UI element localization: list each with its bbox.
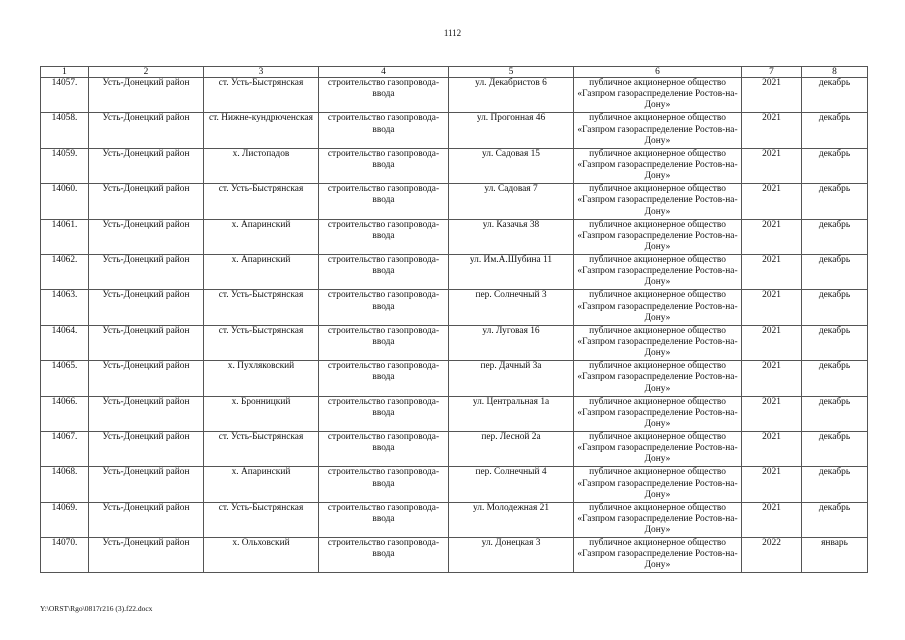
year-cell: 2021 [742,78,802,113]
year-cell: 2021 [742,219,802,254]
address-cell: пер. Солнечный 4 [449,467,574,502]
address-cell: ул. Молодежная 21 [449,502,574,537]
district-cell: Усть-Донецкий район [89,254,204,289]
row-number-cell: 14067. [41,431,89,466]
month-cell: декабрь [802,325,868,360]
table-row [41,113,868,148]
work-type-cell: строительство газопровода-ввода [319,290,449,325]
month-cell: декабрь [802,78,868,113]
organization-cell: публичное акционерное общество «Газпром газораспределение Ростов-на-Дону» [574,290,742,325]
month-cell: декабрь [802,184,868,219]
organization-cell: публичное акционерное общество «Газпром газораспределение Ростов-на-Дону» [574,254,742,289]
column-header: 1 [41,67,89,78]
work-type-cell: строительство газопровода-ввода [319,78,449,113]
settlement-cell: х. Апаринский [204,219,319,254]
settlement-cell: х. Бронницкий [204,396,319,431]
settlement-cell: х. Пухляковский [204,361,319,396]
column-header: 5 [449,67,574,78]
month-cell: декабрь [802,502,868,537]
month-cell: декабрь [802,396,868,431]
month-cell: декабрь [802,467,868,502]
year-cell: 2021 [742,467,802,502]
table-row [41,254,868,289]
address-cell: ул. Донецкая 3 [449,538,574,573]
month-cell: декабрь [802,361,868,396]
district-cell: Усть-Донецкий район [89,219,204,254]
address-cell: пер. Солнечный 3 [449,290,574,325]
row-number-cell: 14069. [41,502,89,537]
settlement-cell: ст. Усть-Быстрянская [204,325,319,360]
address-cell: ул. Казачья 38 [449,219,574,254]
month-cell: декабрь [802,113,868,148]
month-cell: декабрь [802,290,868,325]
organization-cell: публичное акционерное общество «Газпром газораспределение Ростов-на-Дону» [574,325,742,360]
work-type-cell: строительство газопровода-ввода [319,325,449,360]
table-row [41,467,868,502]
organization-cell: публичное акционерное общество «Газпром газораспределение Ростов-на-Дону» [574,148,742,183]
work-type-cell: строительство газопровода-ввода [319,219,449,254]
work-type-cell: строительство газопровода-ввода [319,396,449,431]
settlement-cell: ст. Нижне-кундрюченская [204,113,319,148]
row-number-cell: 14065. [41,361,89,396]
work-type-cell: строительство газопровода-ввода [319,431,449,466]
table-row [41,219,868,254]
organization-cell: публичное акционерное общество «Газпром газораспределение Ростов-на-Дону» [574,538,742,573]
address-cell: пер. Лесной 2а [449,431,574,466]
organization-cell: публичное акционерное общество «Газпром газораспределение Ростов-на-Дону» [574,219,742,254]
year-cell: 2021 [742,290,802,325]
settlement-cell: х. Апаринский [204,254,319,289]
table-row [41,184,868,219]
address-cell: ул. Садовая 15 [449,148,574,183]
year-cell: 2021 [742,254,802,289]
column-header: 6 [574,67,742,78]
year-cell: 2021 [742,502,802,537]
table-row [41,431,868,466]
month-cell: январь [802,538,868,573]
file-path-footer: Y:\ORST\Rgo\0817r216 (3).f22.docx [40,604,153,613]
row-number-cell: 14059. [41,148,89,183]
month-cell: декабрь [802,219,868,254]
work-type-cell: строительство газопровода-ввода [319,148,449,183]
address-cell: ул. Им.А.Шубина 11 [449,254,574,289]
work-type-cell: строительство газопровода-ввода [319,467,449,502]
district-cell: Усть-Донецкий район [89,538,204,573]
work-type-cell: строительство газопровода-ввода [319,254,449,289]
table-row [41,148,868,183]
year-cell: 2021 [742,113,802,148]
row-number-cell: 14064. [41,325,89,360]
row-number-cell: 14062. [41,254,89,289]
district-cell: Усть-Донецкий район [89,113,204,148]
settlement-cell: х. Листопадов [204,148,319,183]
settlement-cell: х. Ольховский [204,538,319,573]
organization-cell: публичное акционерное общество «Газпром газораспределение Ростов-на-Дону» [574,361,742,396]
address-cell: ул. Декабристов 6 [449,78,574,113]
district-cell: Усть-Донецкий район [89,431,204,466]
organization-cell: публичное акционерное общество «Газпром газораспределение Ростов-на-Дону» [574,78,742,113]
organization-cell: публичное акционерное общество «Газпром газораспределение Ростов-на-Дону» [574,184,742,219]
settlement-cell: ст. Усть-Быстрянская [204,184,319,219]
district-cell: Усть-Донецкий район [89,502,204,537]
table-row [41,78,868,113]
table-row [41,538,868,573]
row-number-cell: 14061. [41,219,89,254]
settlement-cell: ст. Усть-Быстрянская [204,502,319,537]
table-row [41,396,868,431]
work-type-cell: строительство газопровода-ввода [319,538,449,573]
work-type-cell: строительство газопровода-ввода [319,361,449,396]
table-row [41,502,868,537]
organization-cell: публичное акционерное общество «Газпром газораспределение Ростов-на-Дону» [574,431,742,466]
year-cell: 2022 [742,538,802,573]
work-type-cell: строительство газопровода-ввода [319,184,449,219]
district-cell: Усть-Донецкий район [89,184,204,219]
month-cell: декабрь [802,431,868,466]
settlement-cell: ст. Усть-Быстрянская [204,78,319,113]
row-number-cell: 14057. [41,78,89,113]
work-type-cell: строительство газопровода-ввода [319,113,449,148]
address-cell: ул. Луговая 16 [449,325,574,360]
row-number-cell: 14060. [41,184,89,219]
month-cell: декабрь [802,148,868,183]
year-cell: 2021 [742,184,802,219]
district-cell: Усть-Донецкий район [89,396,204,431]
year-cell: 2021 [742,148,802,183]
settlement-cell: х. Апаринский [204,467,319,502]
organization-cell: публичное акционерное общество «Газпром газораспределение Ростов-на-Дону» [574,502,742,537]
header-row [41,67,868,78]
organization-cell: публичное акционерное общество «Газпром газораспределение Ростов-на-Дону» [574,113,742,148]
month-cell: декабрь [802,254,868,289]
settlement-cell: ст. Усть-Быстрянская [204,290,319,325]
address-cell: пер. Дачный 3а [449,361,574,396]
district-cell: Усть-Донецкий район [89,78,204,113]
address-cell: ул. Садовая 7 [449,184,574,219]
district-cell: Усть-Донецкий район [89,361,204,396]
year-cell: 2021 [742,325,802,360]
page-number: 1112 [443,28,462,38]
table-row [41,361,868,396]
column-header: 8 [802,67,868,78]
settlement-cell: ст. Усть-Быстрянская [204,431,319,466]
year-cell: 2021 [742,361,802,396]
column-header: 7 [742,67,802,78]
organization-cell: публичное акционерное общество «Газпром газораспределение Ростов-на-Дону» [574,396,742,431]
organization-cell: публичное акционерное общество «Газпром газораспределение Ростов-на-Дону» [574,467,742,502]
column-header: 4 [319,67,449,78]
district-cell: Усть-Донецкий район [89,325,204,360]
address-cell: ул. Центральная 1а [449,396,574,431]
row-number-cell: 14058. [41,113,89,148]
district-cell: Усть-Донецкий район [89,467,204,502]
column-header: 2 [89,67,204,78]
year-cell: 2021 [742,431,802,466]
row-number-cell: 14066. [41,396,89,431]
district-cell: Усть-Донецкий район [89,290,204,325]
row-number-cell: 14070. [41,538,89,573]
year-cell: 2021 [742,396,802,431]
row-number-cell: 14068. [41,467,89,502]
table-row [41,325,868,360]
district-cell: Усть-Донецкий район [89,148,204,183]
table-row [41,290,868,325]
column-header: 3 [204,67,319,78]
address-cell: ул. Прогонная 46 [449,113,574,148]
row-number-cell: 14063. [41,290,89,325]
work-type-cell: строительство газопровода-ввода [319,502,449,537]
data-table [40,66,868,573]
